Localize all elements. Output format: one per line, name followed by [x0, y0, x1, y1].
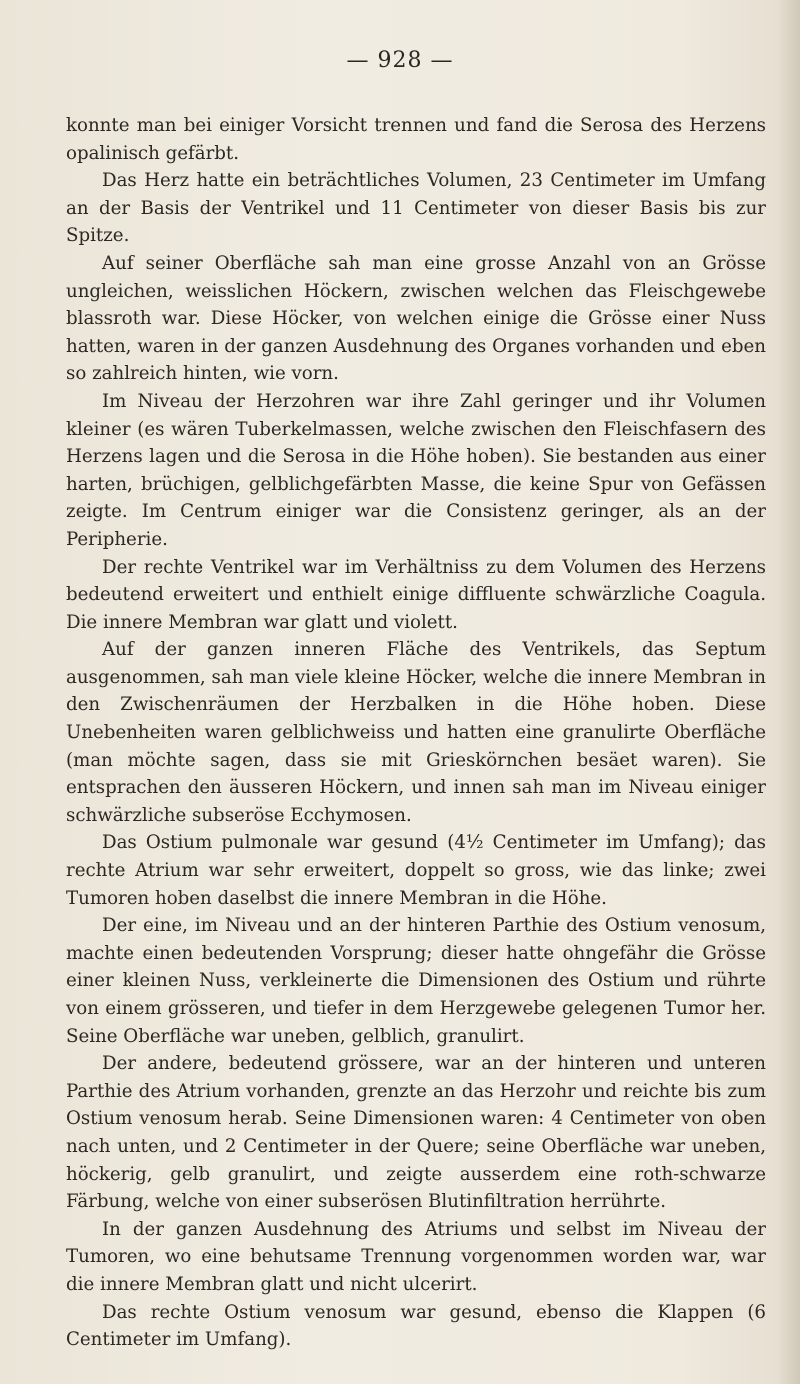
paragraph-continuation: konnte man bei einiger Vorsicht trennen und fand die Serosa des Herzens opalinisch gefärbt. [66, 115, 766, 164]
paragraph-atrium-membrane: In der ganzen Ausdehnung des Atriums und selbst im Niveau der Tumoren, wo eine behutsame Trennung vorgenommen worden war, war die innere Membran glatt und nicht ulcerirt. [66, 1218, 766, 1295]
page-body [66, 112, 766, 1354]
paragraph-inner-surface: Auf der ganzen inneren Fläche des Ventrikels, das Septum ausgenommen, sah man viele kleine Höcker, welche die innere Membran in den Zwischenräumen der Herzbalken in die Höhe hoben. Diese Unebenheiten waren gelblichweiss und hatten eine granulirte Oberfläche (man möchte sagen, dass sie mit Grieskörnchen besäet waren). Sie entsprachen den äusseren Höckern, und innen sah man im Niveau einiger schwärzliche subseröse Ecchymosen. [66, 639, 766, 826]
paragraph-surface-nodules: Auf seiner Oberfläche sah man eine grosse Anzahl von an Grösse ungleichen, weisslichen Höckern, zwischen welchen das Fleischgewebe blassroth war. Diese Höcker, von welchen einige die Grösse einer Nuss hatten, waren in der ganzen Ausdehnung des Organes vorhanden und eben so zahlreich hinten, wie vorn. [66, 252, 766, 385]
paragraph-heart-volume: Das Herz hatte ein beträchtliches Volumen, 23 Centimeter im Umfang an der Basis der Ventrikel und 11 Centimeter von dieser Basis bis zur Spitze. [66, 170, 766, 247]
paragraph-second-tumor: Der andere, bedeutend grössere, war an der hinteren und unteren Parthie des Atrium vorhanden, grenzte an das Herzohr und reichte bis zum Ostium venosum herab. Seine Dimensionen waren: 4 Centimeter von oben nach unten, und 2 Centimeter in der Quere; seine Oberfläche war uneben, höckerig, gelb granulirt, und zeigte ausserdem eine roth-schwarze Färbung, welche von einer subserösen Blutinfiltration herrührte. [66, 1053, 766, 1213]
paragraph-ostium-pulmonale: Das Ostium pulmonale war gesund (4½ Centimeter im Umfang); das rechte Atrium war sehr erweitert, doppelt so gross, wie das linke; zwei Tumoren hoben daselbst die innere Membran in die Höhe. [66, 832, 766, 909]
paragraph-auricles: Im Niveau der Herzohren war ihre Zahl geringer und ihr Volumen kleiner (es wären Tuberkelmassen, welche zwischen den Fleischfasern des Herzens lagen und die Serosa in die Höhe hoben). Sie bestanden aus einer harten, brüchigen, gelblichgefärbten Masse, die keine Spur von Gefässen zeigte. Im Centrum einiger war die Consistenz geringer, als an der Peripherie. [66, 390, 766, 550]
paragraph-first-tumor: Der eine, im Niveau und an der hinteren Parthie des Ostium venosum, machte einen bedeutenden Vorsprung; dieser hatte ohngefähr die Grösse einer kleinen Nuss, verkleinerte die Dimensionen des Ostium und rührte von einem grösseren, und tiefer in dem Herzgewebe gelegenen Tumor her. Seine Oberfläche war uneben, gelblich, granulirt. [66, 915, 766, 1047]
paragraph-right-ventricle: Der rechte Ventrikel war im Verhältniss zu dem Volumen des Herzens bedeutend erweitert und enthielt einige diffluente schwärzliche Coagula. Die innere Membran war glatt und violett. [66, 556, 766, 633]
page-number: — 928 — [346, 48, 454, 73]
paragraph-ostium-venosum: Das rechte Ostium venosum war gesund, ebenso die Klappen (6 Centimeter im Umfang). [66, 1301, 766, 1351]
page-edge-shadow [778, 0, 800, 1384]
